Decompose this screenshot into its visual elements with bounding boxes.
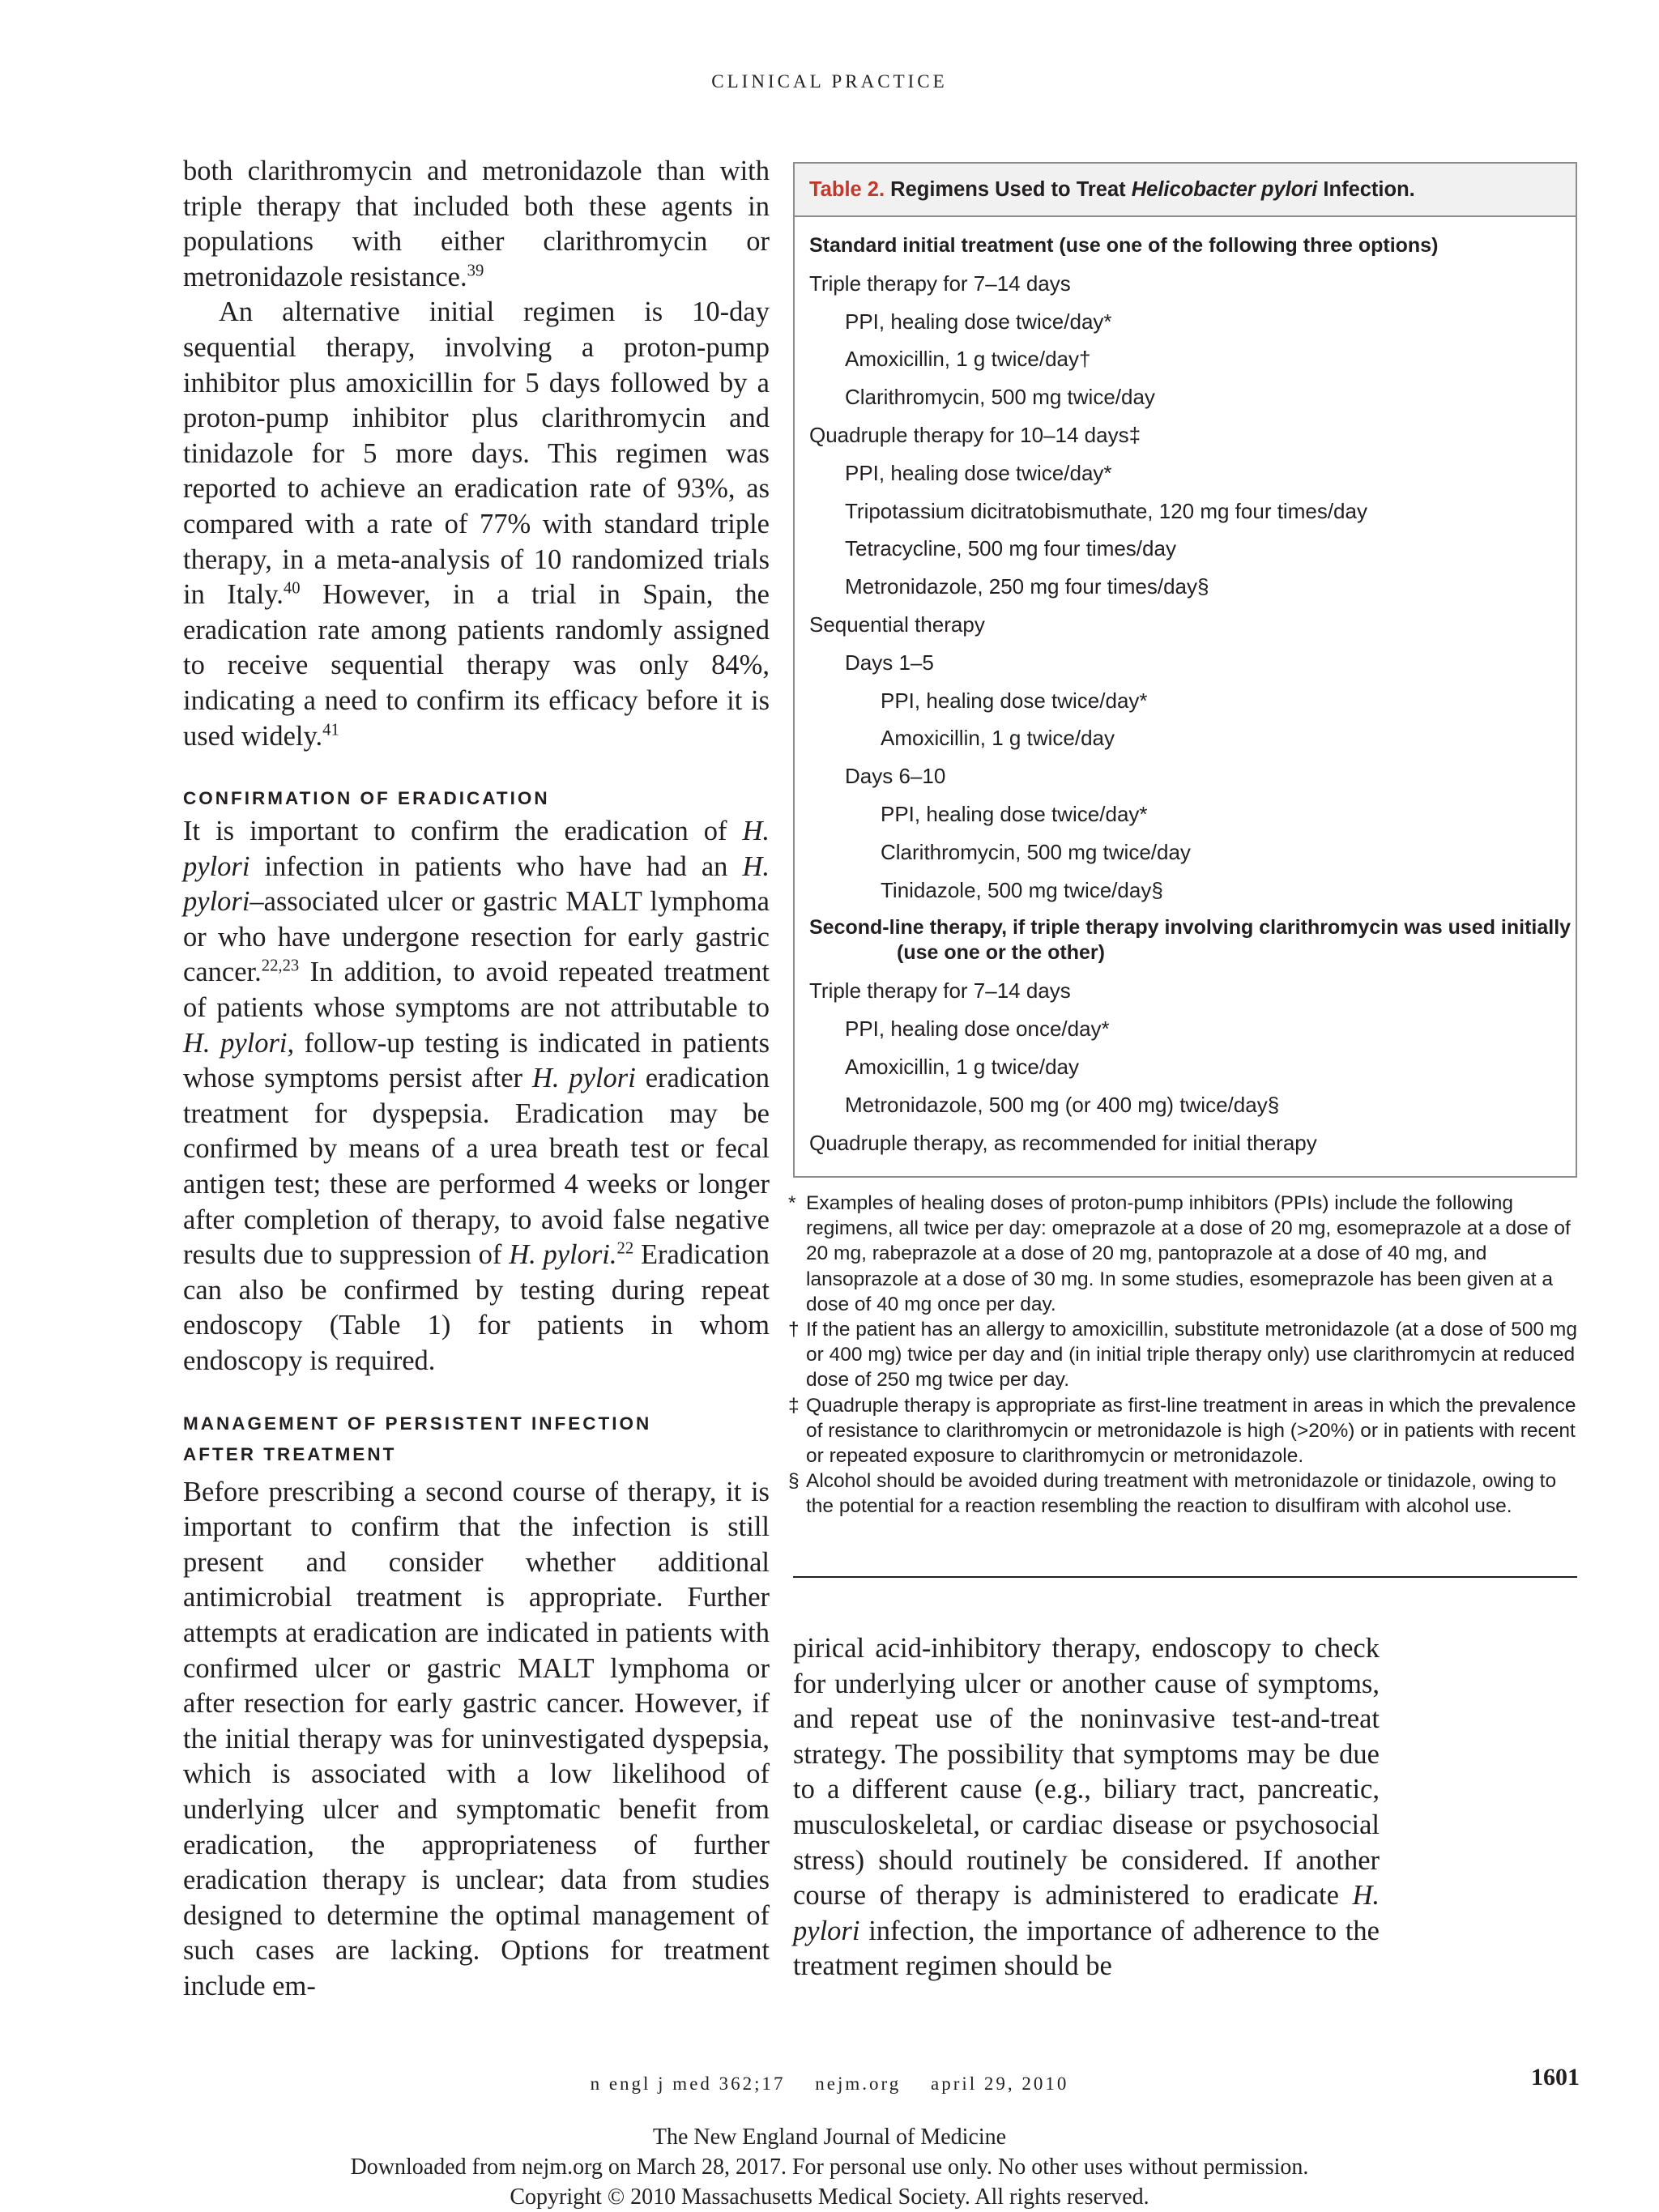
- table-body: [795, 217, 1576, 1161]
- table-row: Days 6–10: [845, 764, 946, 789]
- section-heading-persistent-infection: MANAGEMENT OF PERSISTENT INFECTION AFTER TREATMENT: [183, 1413, 652, 1464]
- footnote: ‡ Quadruple therapy is appropriate as first-line treatment in areas in which the prevalence of resistance to clarithromycin or metronidazole is high (>20%) or in patients with recent or repeated exposure to clarithromycin or metronidazole.: [788, 1394, 1576, 1468]
- table-row: PPI, healing dose twice/day*: [881, 801, 1148, 826]
- table-row: Quadruple therapy, as recommended for initial therapy: [809, 1130, 1317, 1155]
- footnote: * Examples of healing doses of proton-pump inhibitors (PPIs) include the following regimens, all twice per day: omeprazole at a dose of 20 mg, esomeprazole at a dose of 20 mg, rabeprazole at a dose of 20 mg, pantoprazole at a dose of 40 mg, and lansoprazole at a dose of 30 mg. In some studies, esomeprazole has been given at a dose of 40 mg once per day.: [788, 1192, 1571, 1315]
- journal-site: nejm.org: [815, 2073, 902, 2094]
- paragraph-4: Before prescribing a second course of therapy, it is important to confirm that the infection is still present and consider whether additional antimicrobial treatment is appropriate. Further attempts at eradication are indicated in patients with confirmed ulcer or gastric MALT lymphoma or after resection for early gastric cancer. However, if the initial therapy was for uninvestigated dyspepsia, which is associated with a low likelihood of underlying ulcer and symptomatic benefit from eradication, the appropriateness of further eradication therapy is unclear; data from studies designed to determine the optimal management of such cases are lacking. Options for treatment include em-: [183, 1476, 770, 2001]
- table-footnotes: [788, 1191, 1580, 1519]
- footnote: § Alcohol should be avoided during treatment with metronidazole or tinidazole, owing to the potential for a reaction resembling the reaction to disulfiram with alcohol use.: [788, 1470, 1557, 1518]
- copyright-notice: The New England Journal of Medicine Downloaded from nejm.org on March 28, 2017. For personal use only. No other uses without permission. Copyright © 2010 Massachusetts Medical Society. All rights reserved.: [350, 2125, 1309, 2210]
- table-row: Quadruple therapy for 10–14 days‡: [809, 422, 1141, 447]
- table-row: Amoxicillin, 1 g twice/day: [845, 1054, 1079, 1079]
- table-row: Metronidazole, 250 mg four times/day§: [845, 574, 1209, 599]
- journal-citation: n engl j med 362;17: [590, 2073, 786, 2094]
- table-2: [793, 162, 1577, 1178]
- table-row: PPI, healing dose twice/day*: [845, 460, 1112, 485]
- table-row: Triple therapy for 7–14 days: [809, 978, 1071, 1004]
- folio-line: [0, 2073, 1659, 2095]
- page-number: 1601: [1531, 2064, 1580, 2091]
- paragraph-5: pirical acid-inhibitory therapy, endoscopy to check for underlying ulcer or another cause of symptoms, and repeat use of the noninvasive test-and-treat strategy. The possibility that symptoms may be due to a different cause (e.g., biliary tract, pancreatic, musculoskeletal, or cardiac disease or psychosocial stress) should routinely be considered. If another course of therapy is administered to eradicate H. pylori infection, the importance of adherence to the treatment regimen should be: [793, 1633, 1380, 1982]
- table-row: Clarithromycin, 500 mg twice/day: [845, 385, 1155, 410]
- right-column-text: [793, 1631, 1380, 1984]
- table-row: Standard initial treatment (use one of the following three options): [809, 234, 1439, 257]
- table-row: Tetracycline, 500 mg four times/day: [845, 536, 1176, 561]
- left-column: [183, 154, 770, 2005]
- table-row: Tinidazole, 500 mg twice/day§: [881, 877, 1163, 902]
- table-row: Clarithromycin, 500 mg twice/day: [881, 839, 1191, 864]
- table-row: Amoxicillin, 1 g twice/day: [881, 726, 1115, 751]
- table-title: Table 2. Regimens Used to Treat Helicobacter pylori Infection.: [795, 164, 1576, 217]
- issue-date: april 29, 2010: [931, 2073, 1069, 2094]
- table-bottom-rule: [793, 1576, 1577, 1578]
- table-row: PPI, healing dose once/day*: [845, 1016, 1110, 1042]
- table-row: PPI, healing dose twice/day*: [845, 309, 1112, 334]
- table-row: Second-line therapy, if triple therapy involving clarithromycin was used initially (use one or the other): [809, 916, 1572, 965]
- table-row: Metronidazole, 500 mg (or 400 mg) twice/day§: [845, 1092, 1280, 1117]
- running-head: CLINICAL PRACTICE: [711, 71, 948, 92]
- section-heading-confirmation: CONFIRMATION OF ERADICATION: [183, 788, 550, 809]
- table-row: Sequential therapy: [809, 612, 985, 637]
- footnote: † If the patient has an allergy to amoxicillin, substitute metronidazole (at a dose of 500 mg or 400 mg) twice per day and (in initial triple therapy only) use clarithromycin at reduced dose of 250 mg twice per day.: [788, 1319, 1577, 1392]
- table-row: Triple therapy for 7–14 days: [809, 271, 1071, 296]
- table-row: Amoxicillin, 1 g twice/day†: [845, 347, 1091, 372]
- table-row: PPI, healing dose twice/day*: [881, 688, 1148, 713]
- paragraph-1: both clarithromycin and metronidazole than with triple therapy that included both these agents in populations with either clarithromycin or metronidazole resistance.$^{39}$: [183, 156, 770, 292]
- table-row: Tripotassium dicitratobismuthate, 120 mg four times/day: [845, 498, 1367, 523]
- paragraph-3: It is important to confirm the eradication of H. pylori infection in patients who have had an H. pylori–associated ulcer or gastric MALT lymphoma or who have undergone resection for early gastric cancer.$^{22,23}$ In addition, to avoid repeated treatment of patients whose symptoms are not attributable to H. pylori, follow-up testing is indicated in patients whose symptoms persist after H. pylori eradication treatment for dyspepsia. Eradication may be confirmed by means of a urea breath test or fecal antigen test; these are performed 4 weeks or longer after completion of therapy, to avoid false negative results due to suppression of H. pylori.$^{22}$ Eradication can also be confirmed by testing during repeat endoscopy (Table 1) for patients in whom endoscopy is required.: [183, 816, 770, 1376]
- table-row: Days 1–5: [845, 650, 934, 675]
- paragraph-2: An alternative initial regimen is 10-day sequential therapy, involving a proton-pump inhibitor plus amoxicillin for 5 days followed by a proton-pump inhibitor plus clarithromycin and tinidazole for 5 more days. This regimen was reported to achieve an eradication rate of 93%, as compared with a rate of 77% with standard triple therapy, in a meta-analysis of 10 randomized trials in Italy.$^{40}$ However, in a trial in Spain, the eradication rate among patients randomly assigned to receive sequential therapy was only 84%, indicating a need to confirm its efficacy before it is used widely.$^{41}$: [183, 296, 770, 752]
